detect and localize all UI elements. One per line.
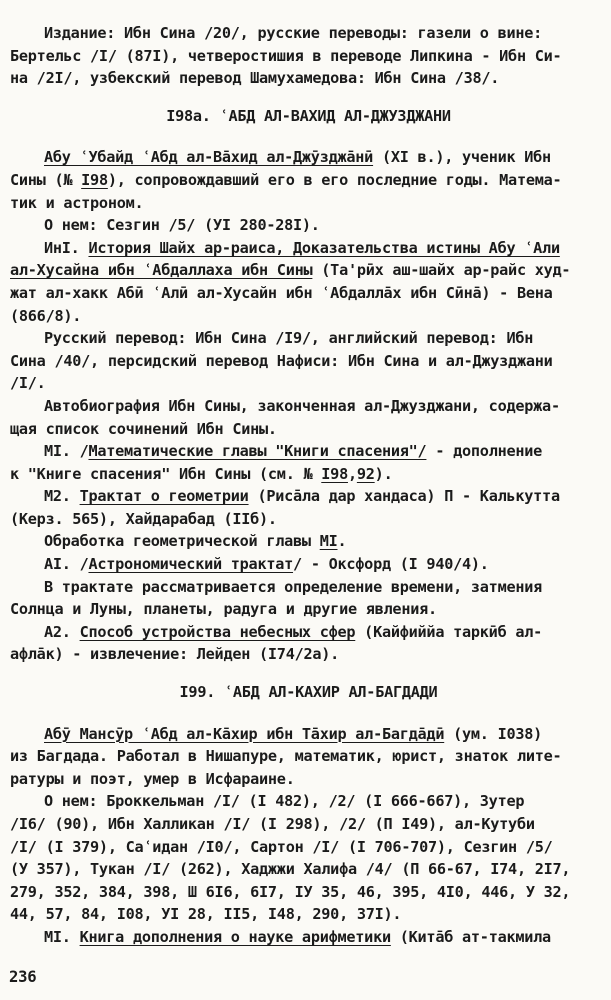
text-run: О нем: Сезгин /5/ (УI 280-28I).: [44, 216, 320, 235]
text-run: /I6/ (90), Ибн Халликан /I/ (I 298), /2/ (П I49), ал-Кутуби: [10, 815, 535, 833]
text-run: тик и астроном.: [10, 193, 144, 212]
text-run: Обработка геометрической главы: [44, 532, 320, 551]
text-line: [10, 768, 607, 791]
text-line: [10, 169, 607, 192]
text-line: [10, 903, 607, 926]
text-line: [10, 305, 607, 328]
text-run: афла̄к) - извлечение: Лейден (I74/2а).: [10, 645, 340, 664]
text-run: Русский перевод: Ибн Сина /I9/, английский перевод: Ибн: [44, 329, 534, 348]
text-line: [10, 576, 607, 599]
text-line: [10, 259, 607, 282]
text-line: [10, 418, 607, 441]
text-line: [10, 643, 607, 666]
text-run: АI. /: [44, 555, 89, 574]
text-run: Издание: Ибн Сина /20/, русские переводы: газели о вине:: [44, 24, 543, 42]
text-line: [10, 508, 607, 531]
underlined-text: 92: [356, 464, 375, 483]
text-run: (866/8).: [10, 306, 82, 325]
text-run: Бертельс /I/ (87I), четверостишия в переводе Липкина - Ибн Си-: [10, 46, 562, 65]
text-line: [10, 926, 607, 949]
text-run: ратуры и поэт, умер в Исфараине.: [10, 769, 295, 788]
text-line: [10, 395, 607, 418]
underlined-text: Математические главы "Книги спасения"/: [88, 442, 427, 461]
text-run: (Керз. 565), Хайдарабад (IIб).: [10, 509, 277, 528]
text-line: [10, 790, 607, 813]
text-run: (У 357), Тукан /I/ (262), Хаджжи Халифа /4/ (П 66-67, I74, 2I7,: [10, 860, 571, 879]
text-run: - дополнение: [426, 442, 543, 461]
text-run: I99. ʿАБД АЛ-КАХИР АЛ-БАГДАДИ: [179, 683, 438, 702]
text-run: (XI в.), ученик Ибн: [373, 148, 551, 167]
underlined-text: I98: [81, 170, 108, 189]
text-run: / - Оксфорд (I 940/4).: [293, 555, 489, 574]
text-run: жат ал-хакк Абӣ ʿАлӣ ал-Хусайн ибн ʿАбдалла̄х ибн Сӣна̄) - Вена: [10, 283, 553, 302]
text-line: [10, 67, 607, 90]
text-line: [10, 813, 607, 836]
underlined-text: История Шайх ар-раиса, Доказательства истины Абу ʿАли: [88, 238, 560, 257]
text-line: [10, 327, 607, 350]
text-run: Сина /40/, персидский перевод Нафиси: Ибн Сина и ал-Джузджани: [10, 351, 553, 370]
text-run: (ум. I038): [444, 724, 543, 743]
text-run: (Кайфиййа таркӣб ал-: [355, 622, 543, 641]
text-run: из Багдада. Работал в Нишапуре, математик, юрист, знаток лите-: [10, 747, 562, 766]
text-line: [10, 192, 607, 215]
text-line: [10, 350, 607, 373]
underlined-text: МI: [319, 532, 338, 551]
section-heading: [10, 105, 607, 128]
text-run: к "Книге спасения" Ибн Сины (см. №: [10, 464, 322, 483]
text-run: ).: [374, 464, 393, 483]
underlined-text: Книга дополнения о науке арифметики: [79, 927, 391, 946]
underlined-text: Абӯ Мансӯр ʿАбд ал-Ка̄хир ибн Та̄хир ал-Багда̄дӣ: [44, 724, 445, 743]
text-run: .: [337, 532, 347, 551]
text-run: I98а. ʿАБД АЛ-ВАХИД АЛ-ДЖУЗДЖАНИ: [166, 106, 451, 125]
text-line: [10, 485, 607, 508]
text-run: А2.: [44, 622, 80, 641]
text-line: [10, 372, 607, 395]
text-run: Сины (№: [10, 170, 82, 189]
text-line: [10, 22, 607, 45]
underlined-text: Астрономический трактат: [88, 555, 294, 574]
text-line: [10, 836, 607, 859]
underlined-text: Способ устройства небесных сфер: [79, 622, 356, 641]
text-run: ИнI.: [44, 238, 89, 257]
text-run: 279, 352, 384, 398, Ш 6I6, 6I7, IУ 35, 46, 395, 4I0, 446, У 32,: [10, 882, 571, 901]
text-line: [10, 530, 607, 553]
underlined-text: Абу ʿУбайд ʿАбд ал-Ва̄хид ал-Джӯзджа̄нӣ: [44, 148, 374, 167]
section-heading: [10, 681, 607, 704]
text-line: [10, 214, 607, 237]
text-run: (Та'рӣх аш-шайх ар-райс худ-: [312, 261, 571, 280]
page-number: 236: [9, 968, 37, 986]
text-run: ), сопровождавший его в его последние годы. Матема-: [107, 170, 562, 189]
text-line: [10, 463, 607, 486]
text-line: [10, 745, 607, 768]
text-run: на /2I/, узбекский перевод Шамухамедова: Ибн Сина /38/.: [10, 69, 500, 88]
text-run: Автобиография Ибн Сины, законченная ал-Джузджани, содержа-: [44, 396, 560, 415]
text-run: /I/.: [10, 374, 46, 393]
text-run: ,: [347, 464, 357, 483]
underlined-text: Трактат о геометрии: [79, 487, 249, 506]
text-line: [10, 881, 607, 904]
text-line: [10, 858, 607, 881]
text-run: щая список сочинений Ибн Сины.: [10, 419, 277, 438]
text-run: МI.: [44, 927, 80, 946]
text-run: О нем: Броккельман /I/ (I 482), /2/ (I 666-667), Зутер: [44, 792, 525, 811]
text-run: МI. /: [44, 442, 89, 461]
text-line: [10, 45, 607, 68]
text-run: 44, 57, 84, I08, УI 28, II5, I48, 290, 37I).: [10, 905, 402, 924]
text-run: Солнца и Луны, планеты, радуга и другие явления.: [10, 600, 437, 619]
underlined-text: ал-Хусайна ибн ʿАбдаллаха ибн Сины: [10, 261, 313, 280]
text-run: (Риса̄ла дар хандаса) П - Калькутта: [248, 487, 560, 506]
text-run: М2.: [44, 487, 80, 506]
text-line: [10, 440, 607, 463]
text-line: [10, 621, 607, 644]
text-line: [10, 723, 607, 746]
text-run: (Кита̄б ат-такмила: [390, 927, 551, 946]
text-line: [10, 553, 607, 576]
text-line: [10, 282, 607, 305]
text-run: В трактате рассматривается определение времени, затмения: [44, 577, 543, 596]
text-run: /I/ (I 379), Саʿидан /I0/, Сартон /I/ (I 706-707), Сезгин /5/: [10, 837, 553, 856]
text-line: [10, 598, 607, 621]
underlined-text: I98: [321, 464, 348, 483]
text-line: [10, 237, 607, 260]
text-line: [10, 146, 607, 169]
